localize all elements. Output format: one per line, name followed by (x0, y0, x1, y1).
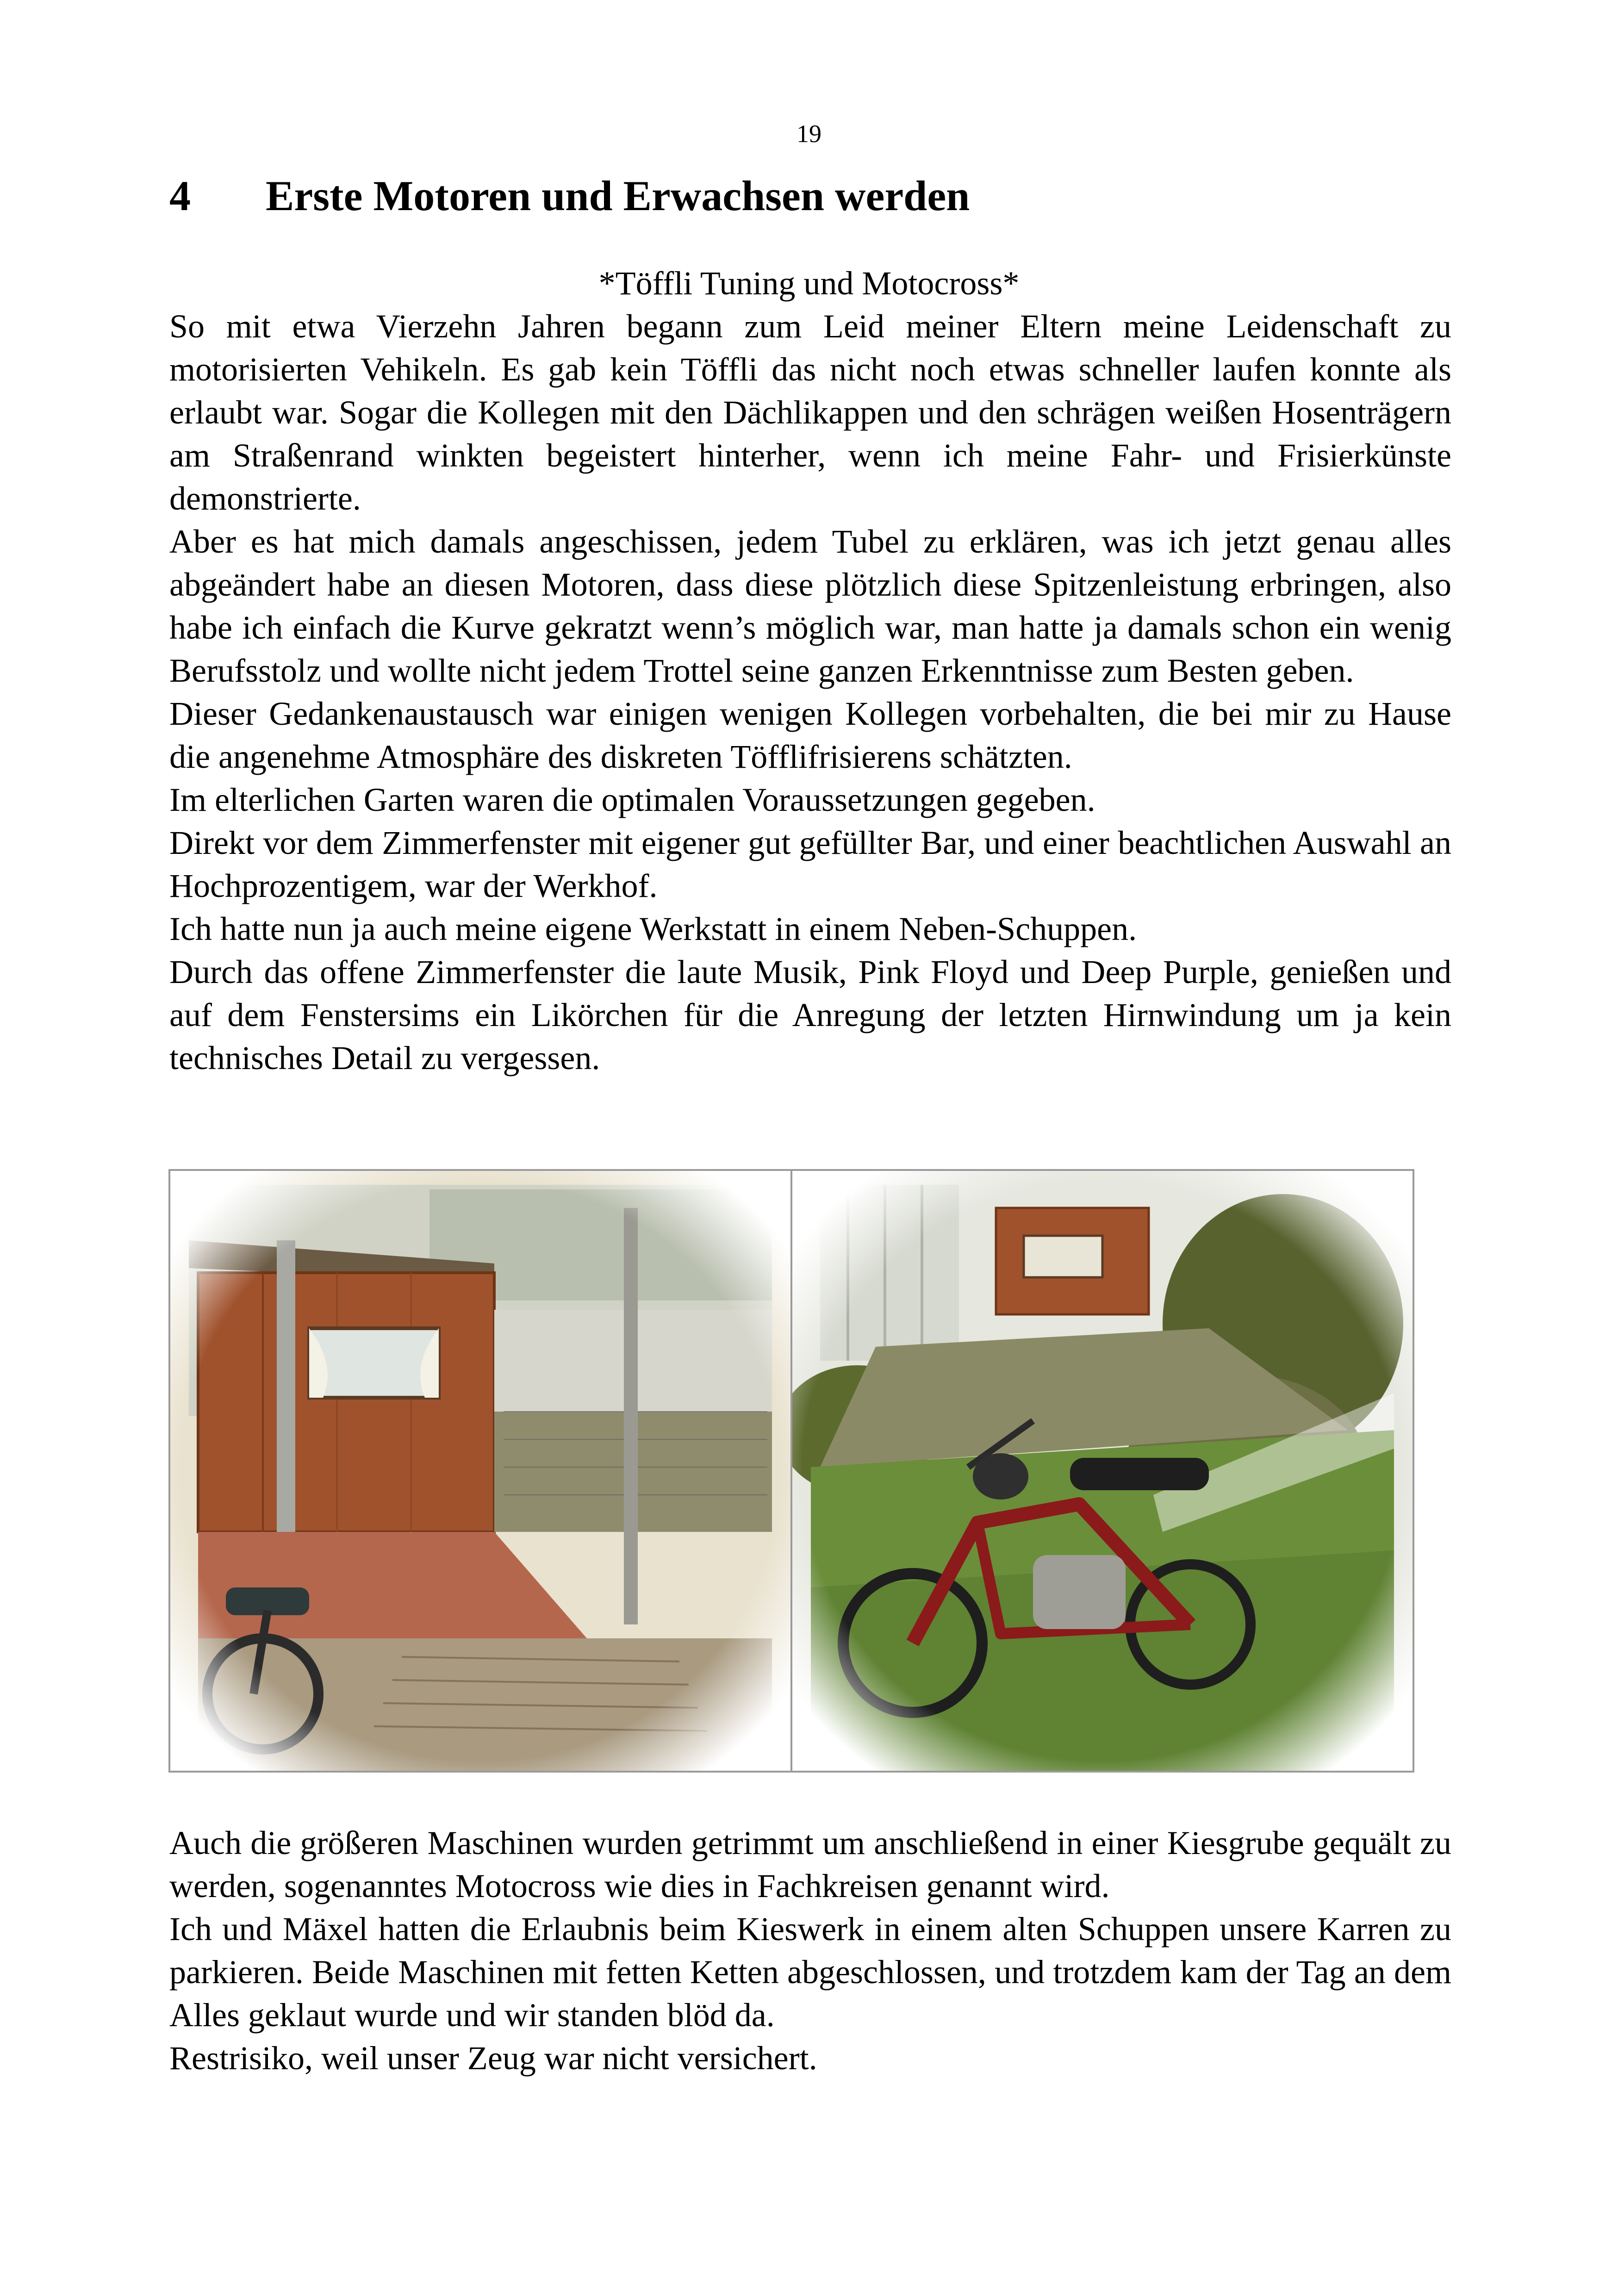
page-number: 19 (797, 120, 821, 148)
chapter-number: 4 (169, 172, 191, 219)
garden-shed-photo (170, 1171, 790, 1771)
paragraph: Ich und Mäxel hatten die Erlaubnis beim Kieswerk in einem alten Schuppen unsere Karren zu parkieren. Beide Maschinen mit fetten Ketten abgeschlossen, und trotzdem kam der Tag an dem Alles geklaut wurde und wir standen blöd da. (169, 1910, 1451, 2034)
body-text-top (169, 305, 1451, 1080)
paragraph: So mit etwa Vierzehn Jahren begann zum Leid meiner Eltern meine Leidenschaft zu motorisierten Vehikeln. Es gab kein Töffli das nicht noch etwas schneller laufen konnte als erlaubt war. Sogar die Kollegen mit den Dächlikappen und den schrägen weißen Hosenträgern am Straßenrand winkten begeistert hinterher, wenn ich meine Fahr- und Frisierkünste demonstrierte. (169, 308, 1451, 517)
paragraph: Restrisiko, weil unser Zeug war nicht versichert. (169, 2040, 817, 2077)
paragraph: Aber es hat mich damals angeschissen, jedem Tubel zu erklären, was ich jetzt genau alles abgeändert habe an diesen Motoren, dass diese plötzlich diese Spitzenleistung erbringen, also habe ich einfach die Kurve gekratzt wenn’s möglich war, man hatte ja damals schon ein wenig Berufsstolz und wollte nicht jedem Trottel seine ganzen Erkenntnisse zum Besten geben. (169, 523, 1451, 689)
paragraph: Durch das offene Zimmerfenster die laute Musik, Pink Floyd und Deep Purple, genießen und auf dem Fenstersims ein Likörchen für die Anregung der letzten Hirnwindung um ja kein technisches Detail zu vergessen. (169, 953, 1451, 1076)
paragraph: Auch die größeren Maschinen wurden getrimmt um anschließend in einer Kiesgrube gequält zu werden, sogenanntes Motocross wie dies in Fachkreisen genannt wird. (169, 1824, 1451, 1904)
paragraph: Ich hatte nun ja auch meine eigene Werkstatt in einem Neben-Schuppen. (169, 910, 1137, 947)
moped-on-lawn-photo (792, 1171, 1413, 1771)
section-title: *Töffli Tuning und Motocross* (598, 265, 1020, 302)
paragraph: Im elterlichen Garten waren die optimalen Voraussetzungen gegeben. (169, 781, 1095, 818)
chapter-title: Erste Motoren und Erwachsen werden (266, 172, 970, 219)
chapter-heading (169, 171, 970, 220)
photo-cell-right (790, 1171, 1413, 1771)
paragraph: Dieser Gedankenaustausch war einigen wenigen Kollegen vorbehalten, die bei mir zu Hause die angenehme Atmosphäre des diskreten Töfflifrisierens schätzten. (169, 695, 1451, 775)
paragraph: Direkt vor dem Zimmerfenster mit eigener gut gefüllter Bar, und einer beachtlichen Auswahl an Hochprozentigem, war der Werkhof. (169, 824, 1451, 904)
body-text-bottom (169, 1822, 1451, 2080)
photo-cell-left (170, 1171, 790, 1771)
photo-table (168, 1169, 1414, 1773)
